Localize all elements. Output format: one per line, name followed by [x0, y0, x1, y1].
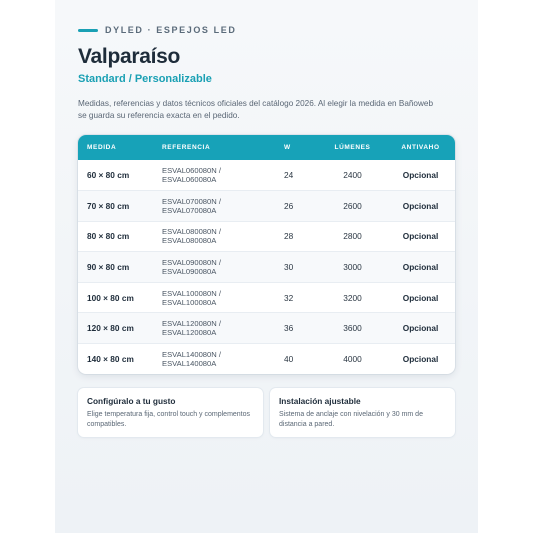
column-header-medida: MEDIDA — [87, 144, 117, 151]
cell-lumenes: 3600 — [343, 323, 362, 334]
cell-referencia — [153, 282, 275, 313]
cell-antivaho: Opcional — [402, 170, 439, 181]
ref-line-2: ESVAL120080A — [162, 328, 217, 338]
feature-card-instalacion — [270, 388, 455, 437]
ref-line-2: ESVAL100080A — [162, 297, 217, 307]
eyebrow-accent-bar — [78, 29, 98, 32]
table-row — [78, 313, 455, 344]
feature-card-text: Sistema de anclaje con nivelación y 30 mm de distancia a pared. — [279, 411, 423, 429]
catalog-page — [55, 0, 478, 533]
table-row — [78, 252, 455, 283]
cell-referencia — [153, 160, 275, 191]
ref-line-2: ESVAL060080A — [162, 175, 217, 185]
cell-w: 26 — [284, 200, 294, 211]
cell-medida: 80 × 80 cm — [87, 231, 130, 242]
cell-w: 32 — [284, 292, 294, 303]
feature-card-configuralo — [78, 388, 263, 437]
cell-antivaho: Opcional — [402, 292, 439, 303]
ref-line-2: ESVAL080080A — [162, 236, 217, 246]
ref-line-1: ESVAL090080N / — [162, 258, 221, 268]
cell-medida: 100 × 80 cm — [87, 292, 134, 303]
ref-line-1: ESVAL060080N / — [162, 166, 221, 176]
page-title: Valparaíso — [78, 45, 181, 68]
column-header-lumenes: LÚMENES — [334, 144, 371, 151]
cell-medida: 120 × 80 cm — [87, 323, 134, 334]
column-header-w: W — [284, 144, 291, 151]
page-description: Medidas, referencias y datos técnicos oficiales del catálogo 2026. Al elegir la medida en Bañoweb se guarda su referencia exacta en el pedido. — [78, 99, 434, 120]
cell-w: 40 — [284, 354, 294, 365]
page-subtitle: Standard / Personalizable — [78, 73, 212, 85]
cell-referencia — [153, 221, 275, 252]
ref-line-2: ESVAL070080A — [162, 205, 217, 215]
ref-line-1: ESVAL100080N / — [162, 288, 221, 298]
cell-medida: 90 × 80 cm — [87, 262, 130, 273]
feature-card-title: Instalación ajustable — [279, 396, 361, 407]
feature-card-title: Configúralo a tu gusto — [87, 396, 176, 407]
cell-lumenes: 3200 — [343, 292, 362, 303]
cell-antivaho: Opcional — [402, 200, 439, 211]
cell-referencia — [153, 191, 275, 222]
feature-cards — [78, 388, 455, 437]
ref-line-1: ESVAL140080N / — [162, 350, 221, 360]
page-content — [78, 24, 455, 437]
eyebrow-text: DYLED · ESPEJOS LED — [105, 25, 237, 35]
cell-medida: 60 × 80 cm — [87, 170, 130, 181]
cell-lumenes: 3000 — [343, 262, 362, 273]
cell-referencia — [153, 252, 275, 283]
column-header-referencia: REFERENCIA — [162, 144, 211, 151]
table-row — [78, 160, 455, 191]
cell-lumenes: 2600 — [343, 200, 362, 211]
cell-antivaho: Opcional — [402, 231, 439, 242]
cell-antivaho: Opcional — [402, 262, 439, 273]
table-row — [78, 191, 455, 222]
ref-line-2: ESVAL140080A — [162, 359, 217, 369]
cell-referencia — [153, 344, 275, 375]
ref-line-1: ESVAL120080N / — [162, 319, 221, 329]
column-header-antivaho: ANTIVAHO — [401, 144, 440, 151]
table-row — [78, 344, 455, 375]
table-row — [78, 221, 455, 252]
table-row — [78, 282, 455, 313]
cell-lumenes: 2800 — [343, 231, 362, 242]
table-header-row — [78, 135, 455, 160]
cell-lumenes: 2400 — [343, 170, 362, 181]
cell-w: 36 — [284, 323, 294, 334]
cell-antivaho: Opcional — [402, 354, 439, 365]
cell-lumenes: 4000 — [343, 354, 362, 365]
cell-medida: 70 × 80 cm — [87, 200, 130, 211]
ref-line-1: ESVAL080080N / — [162, 227, 221, 237]
specs-table — [78, 135, 455, 374]
cell-w: 30 — [284, 262, 294, 273]
cell-w: 24 — [284, 170, 294, 181]
feature-card-text: Elige temperatura fija, control touch y complementos compatibles. — [87, 411, 251, 429]
cell-antivaho: Opcional — [402, 323, 439, 334]
cell-w: 28 — [284, 231, 294, 242]
ref-line-1: ESVAL070080N / — [162, 196, 221, 206]
specs-table-card — [78, 135, 455, 374]
cell-referencia — [153, 313, 275, 344]
cell-medida: 140 × 80 cm — [87, 354, 134, 365]
eyebrow — [78, 24, 455, 36]
ref-line-2: ESVAL090080A — [162, 267, 217, 277]
